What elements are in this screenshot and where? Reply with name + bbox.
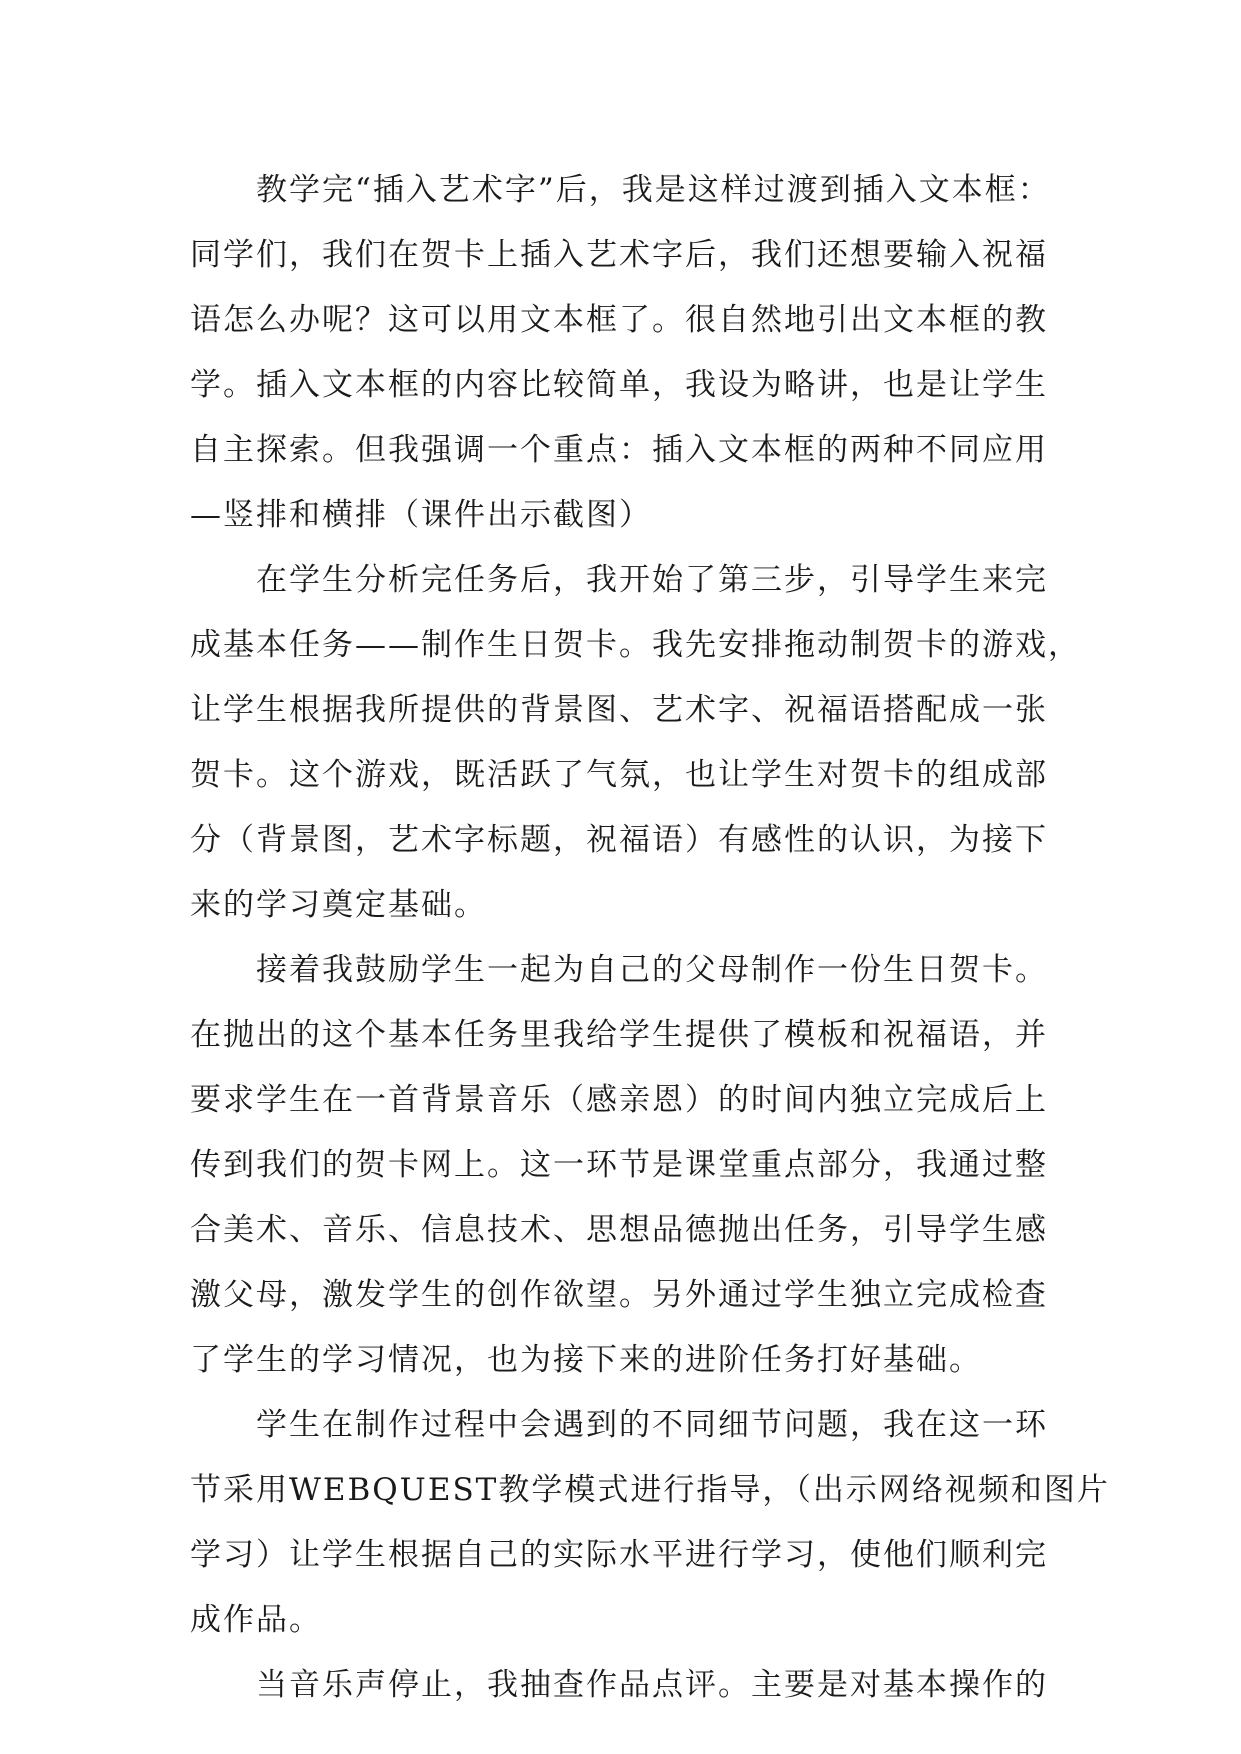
- text-line: 成基本任务——制作生日贺卡。我先安排拖动制贺卡的游戏，: [190, 627, 1081, 663]
- text-line: 自主探索。但我强调一个重点：插入文本框的两种不同应用: [190, 432, 1048, 468]
- text-line: 语怎么办呢？这可以用文本框了。很自然地引出文本框的教: [190, 302, 1048, 338]
- text-line: 要求学生在一首背景音乐（感亲恩）的时间内独立完成后上: [190, 1082, 1048, 1118]
- text-line: 教学完“插入艺术字”后，我是这样过渡到插入文本框：: [256, 172, 1051, 208]
- text-line: 合美术、音乐、信息技术、思想品德抛出任务，引导学生感: [190, 1212, 1048, 1248]
- text-line: 接着我鼓励学生一起为自己的父母制作一份生日贺卡。: [256, 952, 1048, 988]
- text-line: 学。插入文本框的内容比较简单，我设为略讲，也是让学生: [190, 367, 1048, 403]
- text-line: 激父母，激发学生的创作欲望。另外通过学生独立完成检查: [190, 1277, 1048, 1313]
- text-line: 分（背景图，艺术字标题，祝福语）有感性的认识，为接下: [190, 822, 1048, 858]
- text-line: 传到我们的贺卡网上。这一环节是课堂重点部分，我通过整: [190, 1147, 1048, 1183]
- document-body: [190, 158, 1110, 1718]
- text-line: 在学生分析完任务后，我开始了第三步，引导学生来完: [256, 562, 1048, 598]
- text-line: 节采用WEBQUEST教学模式进行指导，（出示网络视频和图片: [190, 1472, 1110, 1508]
- text-line: —竖排和横排（课件出示截图）: [190, 497, 652, 533]
- text-line: 成作品。: [190, 1602, 322, 1638]
- text-line: 同学们，我们在贺卡上插入艺术字后，我们还想要输入祝福: [190, 237, 1048, 273]
- text-line: 在抛出的这个基本任务里我给学生提供了模板和祝福语，并: [190, 1017, 1048, 1053]
- text-line: 贺卡。这个游戏，既活跃了气氛，也让学生对贺卡的组成部: [190, 757, 1048, 793]
- text-line: 了学生的学习情况，也为接下来的进阶任务打好基础。: [190, 1342, 982, 1378]
- text-line: 学生在制作过程中会遇到的不同细节问题，我在这一环: [256, 1407, 1048, 1443]
- text-line: 学习）让学生根据自己的实际水平进行学习，使他们顺利完: [190, 1537, 1048, 1573]
- text-line: 来的学习奠定基础。: [190, 887, 487, 923]
- text-line: 让学生根据我所提供的背景图、艺术字、祝福语搭配成一张: [190, 692, 1048, 728]
- text-line: 当音乐声停止，我抽查作品点评。主要是对基本操作的: [256, 1667, 1048, 1703]
